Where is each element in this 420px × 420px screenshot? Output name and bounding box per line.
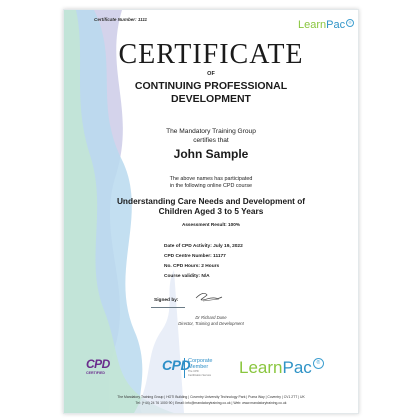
detail-centre-number: CPD Centre Number: 11177 [164,254,226,259]
certificate-subheading: CONTINUING PROFESSIONAL DEVELOPMENT [134,80,288,105]
signatory-name: Dr Richard Dune [195,315,227,320]
cpd-certified-logo: CPD [86,357,110,371]
heading-of: OF [207,71,215,77]
footer-contact: Tel: (+44) 24 76 1000 90 | Email: info@mandatorytraining.co.uk | Web: www.mandatorytraining.co.uk [135,401,287,405]
certificate-heading: CERTIFICATE [118,39,304,70]
course-title: Understanding Care Needs and Development of Children Aged 3 to 5 Years [116,196,306,217]
corporate-member-text [184,358,212,378]
registered-mark-icon: ® [313,358,324,369]
participation-line-2: in the following online CPD course [169,183,253,189]
certifies-text: certifies that [193,137,229,144]
recipient-name: John Sample [173,147,249,161]
logo-learn-text: Learn [298,19,327,31]
certificate [63,9,359,414]
member-line: Member [188,364,209,370]
cpd-corporate-member-badge [162,357,213,377]
detail-course-validity: Course validity: N/A [164,274,210,279]
detail-cpd-hours: No. CPD Hours: 2 Hours [164,264,220,269]
cpd-certified-badge [86,358,116,388]
registered-mark-icon: ® [346,19,354,27]
corporate-line: Corporate [188,358,213,364]
organisation-name: The Mandatory Training Group [166,128,256,135]
signature-divider [151,307,185,308]
certificate-number: Certificate Number: 1111 [94,17,148,22]
signature-image [193,289,223,304]
logo-pac-text: Pac [326,19,346,31]
soft-wave [134,270,184,413]
participation-line-1: The above names has participated [169,176,253,182]
cpd-certified-label: CERTIFIED [86,371,105,375]
signatory-title: Director, Training and Development [178,321,244,326]
assessment-result: Assessment Result: 100% [181,222,241,227]
logo-pac-text: Pac [282,358,312,377]
signed-by-label: Signed by: [154,298,179,303]
cpd-corporate-logo: CPD [162,357,191,373]
detail-activity-date: Date of CPD Activity: July 19, 2022 [164,244,243,249]
learnpac-logo-bottom [239,358,324,378]
footer-address: The Mandatory Training Group | HOTI Building | Coventry University Technology Park | Puma Way | Coventry | CV1 2TT | UK [117,395,305,399]
logo-learn-text: Learn [239,358,283,377]
learnpac-logo-top [298,19,354,31]
certification-service-line: The CPD Certification Service [188,370,212,377]
